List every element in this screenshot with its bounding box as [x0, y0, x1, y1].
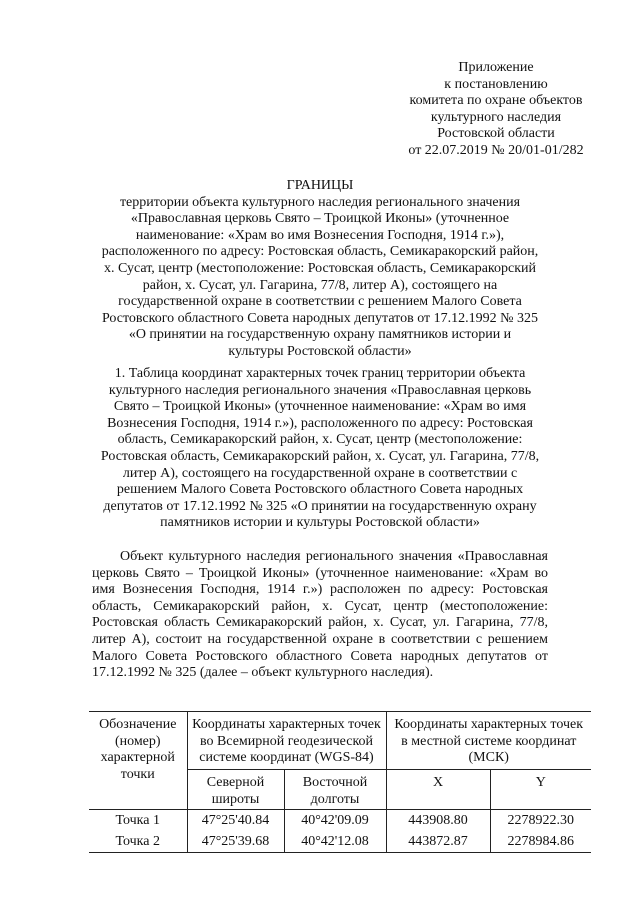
- cell-north: 47°25'39.68: [187, 831, 284, 853]
- table-row: [89, 831, 591, 853]
- attachment-line: культурного наследия: [430, 109, 562, 125]
- cell-x: 443908.80: [386, 810, 490, 832]
- header-north: Северной широты: [187, 770, 284, 810]
- attachment-line: комитета по охране объектов: [409, 93, 583, 109]
- cell-east: 40°42'12.08: [284, 831, 386, 853]
- attachment-line: к постановлению: [444, 76, 548, 92]
- attachment-block: [380, 60, 612, 160]
- cell-point: Точка 1: [115, 813, 160, 828]
- cell-y: 2278984.86: [490, 831, 591, 853]
- cell-x: 443872.87: [386, 831, 490, 853]
- header-y: Y: [490, 770, 591, 810]
- title-block: [100, 178, 540, 361]
- attachment-line: от 22.07.2019 № 20/01-01/282: [408, 142, 584, 158]
- header-x: X: [386, 770, 490, 810]
- document-title-text: территории объекта культурного наследия регионального значения «Православная церковь Свято – Троицкой Иконы» (уточненное наименование: «Храм во имя Вознесения Господня, 1914 г.»), расположенного по адресу: Ростовская область, Семикаракорский район, х. Сусат, центр (местоположение: Ростовская область, Семикаракорский район, х. Сусат, ул. Гагарина, 77/8, литер А), состоящего на государственной охране в соответствии с решением Малого Совета Ростовского областного Совета народных депутатов от 17.12.1992 № 325 «О принятии на государственную охрану памятников истории и культуры Ростовской области»: [101, 194, 539, 359]
- attachment-line: Приложение: [458, 60, 534, 75]
- document-heading: ГРАНИЦЫ: [286, 178, 354, 193]
- cell-east: 40°42'09.09: [284, 810, 386, 832]
- header-east: Восточной долготы: [284, 770, 386, 810]
- cell-y: 2278922.30: [490, 810, 591, 832]
- header-point: Обозначение (номер) характерной точки: [89, 712, 187, 810]
- cell-north: 47°25'40.84: [187, 810, 284, 832]
- coordinates-table: [89, 711, 591, 853]
- section-heading: [96, 366, 544, 532]
- header-wgs: Координаты характерных точек во Всемирной геодезической системе координат (WGS-84): [187, 712, 386, 770]
- cell-point: Точка 2: [115, 834, 160, 849]
- table-row: [89, 810, 591, 832]
- attachment-line: Ростовской области: [437, 126, 555, 142]
- header-msk: Координаты характерных точек в местной системе координат (МСК): [386, 712, 591, 770]
- body-paragraph: Объект культурного наследия регионального значения «Православная церковь Свято – Троицкой Иконы» (уточненное наименование: «Храм во имя Вознесения Господня, 1914 г.») расположен по адресу: Ростовская область, Семикаракорский район, х. Сусат, центр (местоположение: Ростовская область Семикаракорский район, х. Сусат, ул. Гагарина, 77/8, литер А), состоит на государственной охране в соответствии с решением Малого Совета Ростовского областного Совета народных депутатов от 17.12.1992 № 325 (далее – объект культурного наследия).: [92, 549, 548, 681]
- section-heading-text: 1. Таблица координат характерных точек границ территории объекта культурного наследия регионального значения «Православная церковь Свято – Троицкой Иконы» (уточненное наименование: «Храм во имя Вознесения Господня, 1914 г.»), расположенного по адресу: Ростовская область, Семикаракорский район, х. Сусат, центр (местоположение: Ростовская область, Семикаракорский район, х. Сусат, ул. Гагарина, 77/8, литер А), состоящего на государственной охране в соответствии с решением Малого Совета Ростовского областного Совета народных депутатов от 17.12.1992 № 325 «О принятии на государственную охрану памятников истории и культуры Ростовской области»: [100, 366, 540, 531]
